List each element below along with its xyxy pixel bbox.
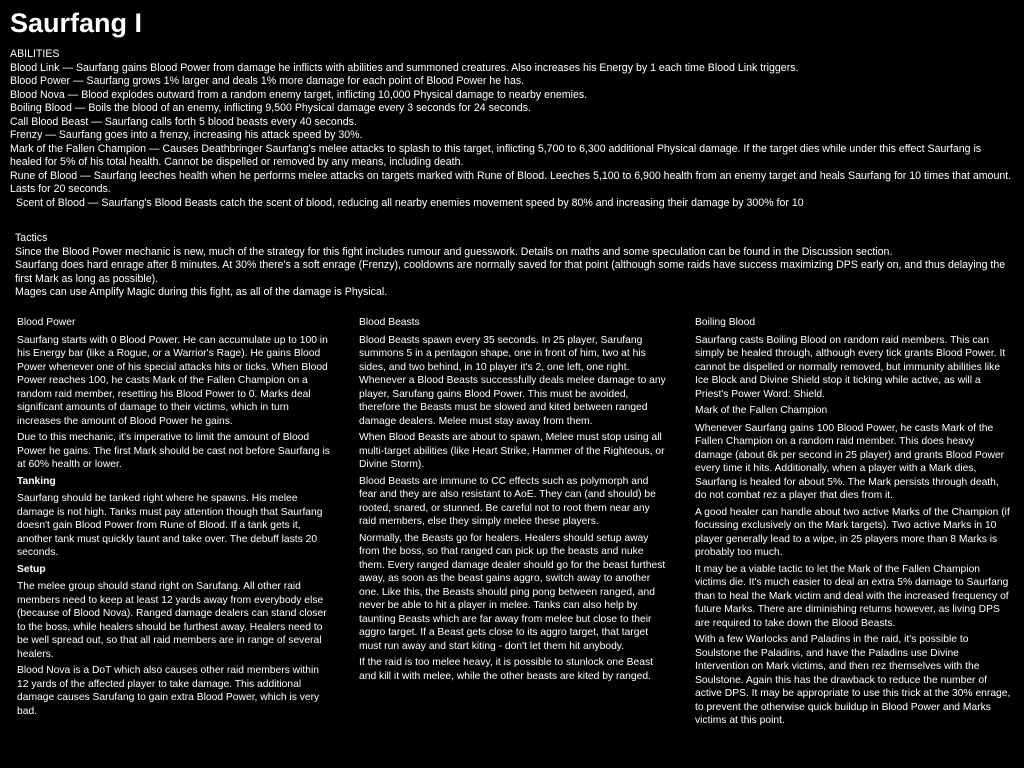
boiling-blood-paragraph: Saurfang casts Boiling Blood on random raid members. This can simply be healed through, although every tick grants Blood Power. It cannot be dispelled or normally removed, but immunity abilities like Ice Block and Divine Shield stop it ticking while active, as will a Priest's Power Word: Shield. — [695, 334, 1006, 400]
ability-call-blood-beast: Call Blood Beast — Saurfang calls forth 5 blood beasts every 40 seconds. — [10, 115, 357, 128]
abilities-heading: ABILITIES — [10, 48, 60, 60]
blood-beasts-heading: Blood Beasts — [359, 317, 420, 328]
blood-beasts-paragraph: Blood Beasts spawn every 35 seconds. In 25 player, Sarufang summons 5 in a pentagon shape, one in front of him, two at his sides, and two behind, in 10 player it's 2, one left, one right. Whenever a Blood Beasts successfully deals melee damage to any player, Sarufang gains Blood Power. This must be avoided, therefore the Beasts must be slowed and kited between ranged damage dealers. Melee must stay away from them. — [359, 334, 666, 427]
column-middle — [359, 316, 669, 686]
mark-heading: Mark of the Fallen Champion — [695, 405, 828, 416]
tanking-paragraph: Saurfang should be tanked right where he spawns. His melee damage is not high. Tanks must pay attention though that Saurfang doesn't gain Blood Power from Rune of Blood. If a tank gets it, another tank must quickly taunt and take over. The debuff lasts 20 seconds. — [17, 493, 323, 558]
ability-blood-link: Blood Link — Saurfang gains Blood Power from damage he inflicts with abilities and summoned creatures. Also increases his Energy by 1 each time Blood Link triggers. — [10, 61, 799, 74]
ability-scent-of-blood: Scent of Blood — Saurfang's Blood Beasts catch the scent of blood, reducing all nearby enemies movement speed by 80% and increasing their damage by 300% for 10 — [16, 196, 804, 209]
tactics-heading: Tactics — [15, 232, 48, 244]
tactics-line: Saurfang does hard enrage after 8 minutes. At 30% there's a soft enrage (Frenzy), cooldowns are normally saved for that point (although some raids have success maximizing DPS early on, and thus delaying the first Mark as long as possible). — [15, 259, 1006, 285]
mark-paragraph: A good healer can handle about two active Marks of the Champion (if focussing exclusively on the Mark targets). Two active Marks in 10 player generally lead to a wipe, in 25 players more than 8 Marks is probably too much. — [695, 506, 1010, 558]
tactics-line: Mages can use Amplify Magic during this fight, as all of the damage is Physical. — [15, 286, 388, 298]
abilities-section — [10, 48, 1015, 210]
boiling-blood-heading: Boiling Blood — [695, 317, 756, 328]
blood-beasts-paragraph: If the raid is too melee heavy, it is possible to stunlock one Beast and kill it with melee, while the other beasts are kited by ranged. — [359, 657, 653, 682]
column-right — [695, 316, 1013, 731]
ability-frenzy: Frenzy — Saurfang goes into a frenzy, increasing his attack speed by 30%. — [10, 129, 363, 141]
ability-mark-of-fallen-champion: Mark of the Fallen Champion — Causes Deathbringer Saurfang's melee attacks to splash to this target, inflicting 5,700 to 6,300 additional Physical damage. If the target dies while under this effect Saurfang is healed for 5% of his total health. Cannot be dispelled or removed by any means, including death. — [10, 142, 982, 168]
blood-beasts-paragraph: Normally, the Beasts go for healers. Healers should setup away from the boss, so that ranged can pick up the beasts and nuke them. Every ranged damage dealer should go for the beast furthest away, as soon as the beast gains aggro, switch away to another one. Like this, the Beasts should ping pong between ranged, and never be able to hit a player in melee. Tanks can also help by taunting Beasts which are far away from melee but close to their aggro target. If a Beast gets close to its aggro target, that target must run away and start kiting - don't let them hit anybody. — [359, 532, 666, 652]
column-left — [17, 316, 332, 721]
setup-paragraph: The melee group should stand right on Sarufang. All other raid members need to keep at least 12 yards away from everybody else (because of Blood Nova). Ranged damage dealers can stand closer to the boss, while healers should be furthest away. Healers need to be well spread out, so that all raid members are in range of several healers. — [17, 581, 327, 660]
ability-blood-nova: Blood Nova — Blood explodes outward from a random enemy target, inflicting 10,000 Physical damage to nearby enemies. — [10, 88, 588, 101]
tactics-line: Since the Blood Power mechanic is new, much of the strategy for this fight includes rumour and guesswork. Details on maths and some speculation can be found in the Discussion section. — [15, 245, 893, 258]
blood-beasts-paragraph: Blood Beasts are immune to CC effects such as polymorph and fear and they are also resistant to AoE. They can (and should) be rooted, snared, or stunned. Be careful not to root them near any raid members, else they simply melee these players. — [359, 475, 656, 527]
ability-blood-power: Blood Power — Saurfang grows 1% larger and deals 1% more damage for each point of Blood Power he has. — [10, 75, 525, 87]
blood-power-heading: Blood Power — [17, 317, 76, 328]
blood-power-paragraph: Saurfang starts with 0 Blood Power. He can accumulate up to 100 in his Energy bar (like a Rogue, or a Warrior's Rage). He gains Blood Power whenever one of his special attacks hits or ticks. When Blood Power reaches 100, he casts Mark of the Fallen Champion on a random raid member, resetting his Blood Power to 0. Marks deal significant amounts of damage to their victims, which in turn increases the amount of Blood Power he gains. — [17, 334, 328, 427]
ability-boiling-blood: Boiling Blood — Boils the blood of an enemy, inflicting 9,500 Physical damage every 3 seconds for 24 seconds. — [10, 102, 531, 114]
tactics-section — [15, 232, 1015, 300]
mark-paragraph: With a few Warlocks and Paladins in the raid, it's possible to Soulstone the Paladins, and have the Paladins use Divine Intervention on Mark victims, and then rez themselves with the Soulstone. Again this has the drawback to reduce the number of active DPS. It may be appropriate to use this trick at the 30% enrage, to prevent the otherwise quick buildup in Blood Power and Marks victims at this point. — [695, 634, 1011, 726]
blood-power-paragraph: Due to this mechanic, it's imperative to limit the amount of Blood Power he gains. The first Mark should be cast not before Saurfang is at 60% health or lower. — [17, 432, 330, 470]
page-title: Saurfang I — [10, 8, 143, 38]
setup-heading: Setup — [17, 563, 46, 575]
mark-paragraph: It may be a viable tactic to let the Mark of the Fallen Champion victims die. It's much easier to deal an extra 5% damage to Saurfang than to heal the Mark victim and deal with the increased frequency of future Marks. There are diminishing returns however, as living DPS are required to take down the Blood Beasts. — [695, 563, 1009, 629]
ability-rune-of-blood: Rune of Blood — Saurfang leeches health when he performs melee attacks on targets marked with Rune of Blood. Leeches 5,100 to 6,900 health from an enemy target and heals Saurfang for 10 times that amount. Lasts for 20 seconds. — [10, 169, 1012, 195]
blood-beasts-paragraph: When Blood Beasts are about to spawn, Melee must stop using all multi-target abilities (like Heart Strike, Hammer of the Righteous, or Divine Storm). — [359, 432, 665, 470]
setup-paragraph: Blood Nova is a DoT which also causes other raid members within 12 yards of the affected player to take damage. This additional damage causes Sarufang to gain extra Blood Power, which is very bad. — [17, 665, 320, 717]
mark-paragraph: Whenever Saurfang gains 100 Blood Power, he casts Mark of the Fallen Champion on a random raid member. This does heavy damage (about 6k per second in 25 player) and grants Blood Power every time it hits. Additionally, when a player with a Mark dies, Saurfang is healed for about 5%. The Mark persists through death, do not combat rez a player that dies from it. — [695, 422, 1005, 501]
tanking-heading: Tanking — [17, 475, 56, 487]
